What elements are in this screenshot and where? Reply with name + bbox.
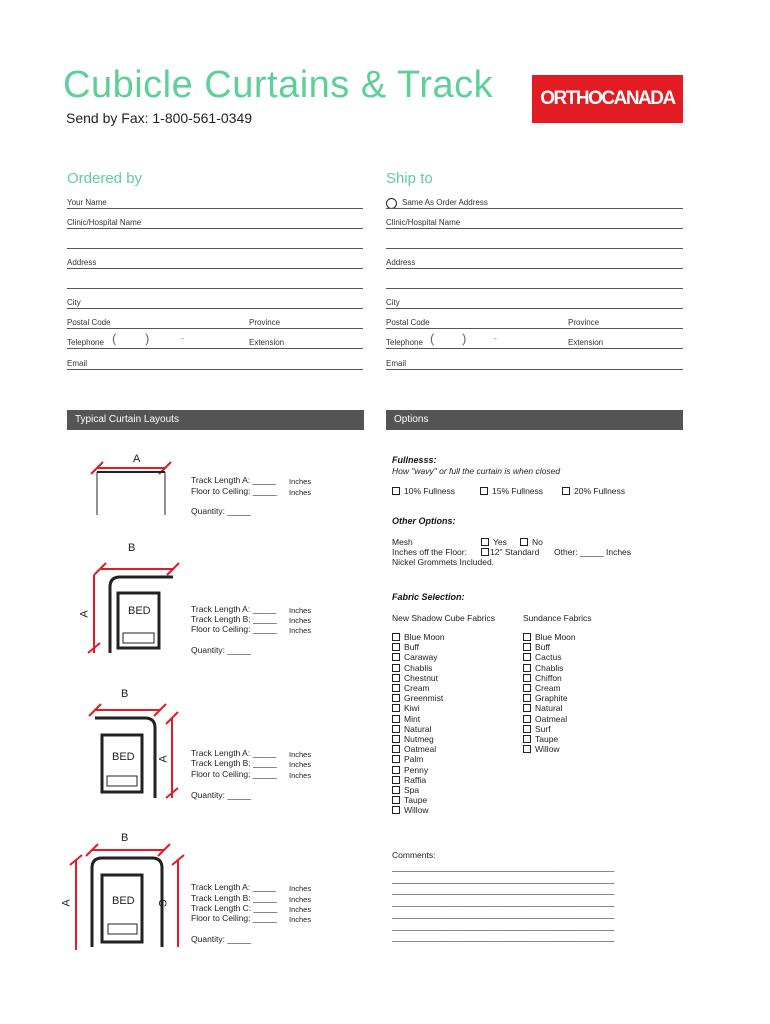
d4-unit-floor: Inches — [289, 915, 312, 924]
d4-unit-c: Inches — [289, 905, 312, 914]
sundance-fabric-checkbox[interactable]: Oatmeal — [523, 714, 576, 724]
d3-track-b: Track Length B: _____ — [191, 758, 277, 768]
ship-line-1 — [386, 208, 683, 209]
shadow-cube-fabric-checkbox[interactable]: Blue Moon — [392, 632, 445, 642]
bed-label-2: BED — [128, 605, 151, 617]
shadow-cube-fabric-checkbox[interactable]: Buff — [392, 642, 445, 652]
dim-b-2: B — [128, 542, 136, 554]
same-as-label: Same As Order Address — [402, 198, 488, 207]
fullness-title: Fullnesss: — [392, 455, 437, 465]
shadow-cube-fabric-checkbox[interactable]: Spa — [392, 785, 445, 795]
postal-label: Postal Code — [67, 318, 111, 327]
shadow-cube-fabric-checkbox[interactable]: Taupe — [392, 795, 445, 805]
other-options-title: Other Options: — [392, 516, 456, 526]
dim-a-3: A — [157, 755, 170, 763]
sundance-fabric-checkbox[interactable]: Graphite — [523, 693, 576, 703]
mesh-yes-checkbox[interactable]: Yes — [481, 537, 507, 547]
sundance-list — [523, 632, 576, 754]
extension-label: Extension — [249, 338, 285, 347]
ship-city-field[interactable] — [386, 308, 683, 309]
d1-floor: Floor to Ceiling: _____ — [191, 486, 277, 496]
d4-unit-b: Inches — [289, 895, 312, 904]
mesh-label: Mesh — [392, 537, 413, 547]
fullness-15-checkbox[interactable]: 15% Fullness — [480, 486, 543, 496]
ship-postal-province-field[interactable] — [386, 328, 683, 329]
shadow-cube-heading: New Shadow Cube Fabrics — [392, 613, 495, 623]
same-as-radio[interactable] — [386, 196, 397, 214]
fullness-10-checkbox[interactable]: 10% Fullness — [392, 486, 455, 496]
shadow-cube-fabric-checkbox[interactable]: Oatmeal — [392, 744, 445, 754]
d1-quantity: Quantity: _____ — [191, 506, 252, 516]
dim-a-2: A — [78, 610, 91, 618]
d4-track-a: Track Length A: _____ — [191, 882, 277, 892]
shadow-cube-fabric-checkbox[interactable]: Chestnut — [392, 673, 445, 683]
sundance-fabric-checkbox[interactable]: Chablis — [523, 663, 576, 673]
ship-telephone-field[interactable] — [386, 348, 683, 349]
paren-open: ( — [112, 331, 117, 346]
clinic-field[interactable] — [67, 228, 363, 229]
comments-area[interactable]: __________________________________________________ __________________________________________________ __________________________________________________ __________________________________________________ __________________________________________________ __________________________________________________ __________________________________________________ — [392, 863, 615, 943]
clinic-field-line2[interactable] — [67, 248, 363, 249]
options-bar: Options — [386, 410, 683, 430]
d2-unit-a: Inches — [289, 606, 312, 615]
dim-b-4: B — [121, 832, 129, 844]
ship-province-label: Province — [568, 318, 600, 327]
grommets-note: Nickel Grommets Included. — [392, 557, 495, 567]
d2-unit-floor: Inches — [289, 626, 312, 635]
shadow-cube-fabric-checkbox[interactable]: Kiwi — [392, 703, 445, 713]
sundance-fabric-checkbox[interactable]: Blue Moon — [523, 632, 576, 642]
bed-label-3: BED — [112, 751, 135, 763]
address-label: Address — [67, 258, 97, 267]
ship-to-heading: Ship to — [386, 170, 433, 187]
fullness-20-checkbox[interactable]: 20% Fullness — [562, 486, 625, 496]
sundance-fabric-checkbox[interactable]: Cactus — [523, 652, 576, 662]
sundance-heading: Sundance Fabrics — [523, 613, 592, 623]
ordered-by-heading: Ordered by — [67, 170, 143, 187]
d1-unit-floor: Inches — [289, 488, 312, 497]
d3-unit-b: Inches — [289, 760, 312, 769]
dim-a-1: A — [133, 453, 141, 465]
sundance-fabric-checkbox[interactable]: Cream — [523, 683, 576, 693]
address-field-line2[interactable] — [67, 288, 363, 289]
telephone-field[interactable] — [67, 348, 363, 349]
layout-diagram-l-shape-right — [85, 690, 185, 805]
d3-floor: Floor to Ceiling: _____ — [191, 769, 277, 779]
dash: - — [181, 333, 184, 343]
mesh-no-checkbox[interactable]: No — [520, 537, 543, 547]
sundance-fabric-checkbox[interactable]: Taupe — [523, 734, 576, 744]
d4-floor: Floor to Ceiling: _____ — [191, 913, 277, 923]
shadow-cube-fabric-checkbox[interactable]: Chablis — [392, 663, 445, 673]
sundance-fabric-checkbox[interactable]: Chiffon — [523, 673, 576, 683]
dim-a-4: A — [60, 899, 73, 907]
d3-unit-floor: Inches — [289, 771, 312, 780]
shadow-cube-fabric-checkbox[interactable]: Greenmist — [392, 693, 445, 703]
clinic-label: Clinic/Hospital Name — [67, 218, 142, 227]
ship-address-field[interactable] — [386, 268, 683, 269]
ship-clinic-field-line2[interactable] — [386, 248, 683, 249]
d3-quantity: Quantity: _____ — [191, 790, 252, 800]
ship-paren-close: ) — [462, 331, 467, 346]
shadow-cube-fabric-checkbox[interactable]: Nutmeg — [392, 734, 445, 744]
your-name-label: Your Name — [67, 198, 107, 207]
floor-clearance-label: Inches off the Floor: — [392, 547, 467, 557]
d2-track-a: Track Length A: _____ — [191, 604, 277, 614]
d4-track-b: Track Length B: _____ — [191, 893, 277, 903]
layout-diagram-l-shape — [80, 545, 190, 660]
shadow-cube-fabric-checkbox[interactable]: Mint — [392, 714, 445, 724]
email-label: Email — [67, 359, 88, 368]
d2-floor: Floor to Ceiling: _____ — [191, 624, 277, 634]
shadow-cube-fabric-checkbox[interactable]: Caraway — [392, 652, 445, 662]
fax-number: Send by Fax: 1-800-561-0349 — [66, 110, 253, 126]
city-field[interactable] — [67, 308, 363, 309]
d4-quantity: Quantity: _____ — [191, 934, 252, 944]
d4-track-c: Track Length C: _____ — [191, 903, 278, 913]
telephone-label: Telephone — [67, 338, 104, 347]
address-field[interactable] — [67, 268, 363, 269]
shadow-cube-fabric-checkbox[interactable]: Willow — [392, 805, 445, 815]
d2-quantity: Quantity: _____ — [191, 645, 252, 655]
city-label: City — [67, 298, 81, 307]
paren-close: ) — [145, 331, 150, 346]
ship-dash: - — [494, 333, 497, 343]
shadow-cube-fabric-checkbox[interactable]: Penny — [392, 765, 445, 775]
dim-c-4: C — [155, 899, 168, 907]
dim-b-3: B — [121, 688, 129, 700]
shadow-cube-list — [392, 632, 445, 816]
sundance-fabric-checkbox[interactable]: Surf — [523, 724, 576, 734]
postal-province-field[interactable] — [67, 328, 363, 329]
ship-address-field-line2[interactable] — [386, 288, 683, 289]
other-clearance: Other: _____ Inches — [554, 547, 632, 557]
ship-postal-label: Postal Code — [386, 318, 430, 327]
shadow-cube-fabric-checkbox[interactable]: Raffia — [392, 775, 445, 785]
bed-label-4: BED — [112, 895, 135, 907]
shadow-cube-fabric-checkbox[interactable]: Palm — [392, 754, 445, 764]
ship-extension-label: Extension — [568, 338, 604, 347]
sundance-fabric-checkbox[interactable]: Natural — [523, 703, 576, 713]
d4-unit-a: Inches — [289, 884, 312, 893]
page-title: Cubicle Curtains & Track — [63, 64, 494, 106]
shadow-cube-fabric-checkbox[interactable]: Cream — [392, 683, 445, 693]
sundance-fabric-checkbox[interactable]: Willow — [523, 744, 576, 754]
ship-telephone-label: Telephone — [386, 338, 423, 347]
ship-email-label: Email — [386, 359, 407, 368]
shadow-cube-fabric-checkbox[interactable]: Natural — [392, 724, 445, 734]
d2-unit-b: Inches — [289, 616, 312, 625]
your-name-field[interactable] — [67, 208, 363, 209]
fullness-subtitle: How "wavy" or full the curtain is when closed — [392, 466, 561, 476]
layouts-bar: Typical Curtain Layouts — [67, 410, 364, 430]
standard-checkbox[interactable]: 12" Standard — [481, 547, 539, 557]
sundance-fabric-checkbox[interactable]: Buff — [523, 642, 576, 652]
ship-city-label: City — [386, 298, 400, 307]
email-field[interactable] — [67, 369, 363, 370]
province-label: Province — [249, 318, 281, 327]
fabric-title: Fabric Selection: — [392, 592, 465, 602]
d1-unit-a: Inches — [289, 477, 312, 486]
ship-paren-open: ( — [430, 331, 435, 346]
d1-track-a: Track Length A: _____ — [191, 475, 277, 485]
comments-label: Comments: — [392, 850, 436, 860]
orthocanada-logo: ORTHOCANADA — [532, 75, 683, 123]
ship-address-label: Address — [386, 258, 416, 267]
d3-track-a: Track Length A: _____ — [191, 748, 277, 758]
d3-unit-a: Inches — [289, 750, 312, 759]
d2-track-b: Track Length B: _____ — [191, 614, 277, 624]
ship-clinic-label: Clinic/Hospital Name — [386, 218, 461, 227]
ship-email-field[interactable] — [386, 369, 683, 370]
ship-clinic-field[interactable] — [386, 228, 683, 229]
